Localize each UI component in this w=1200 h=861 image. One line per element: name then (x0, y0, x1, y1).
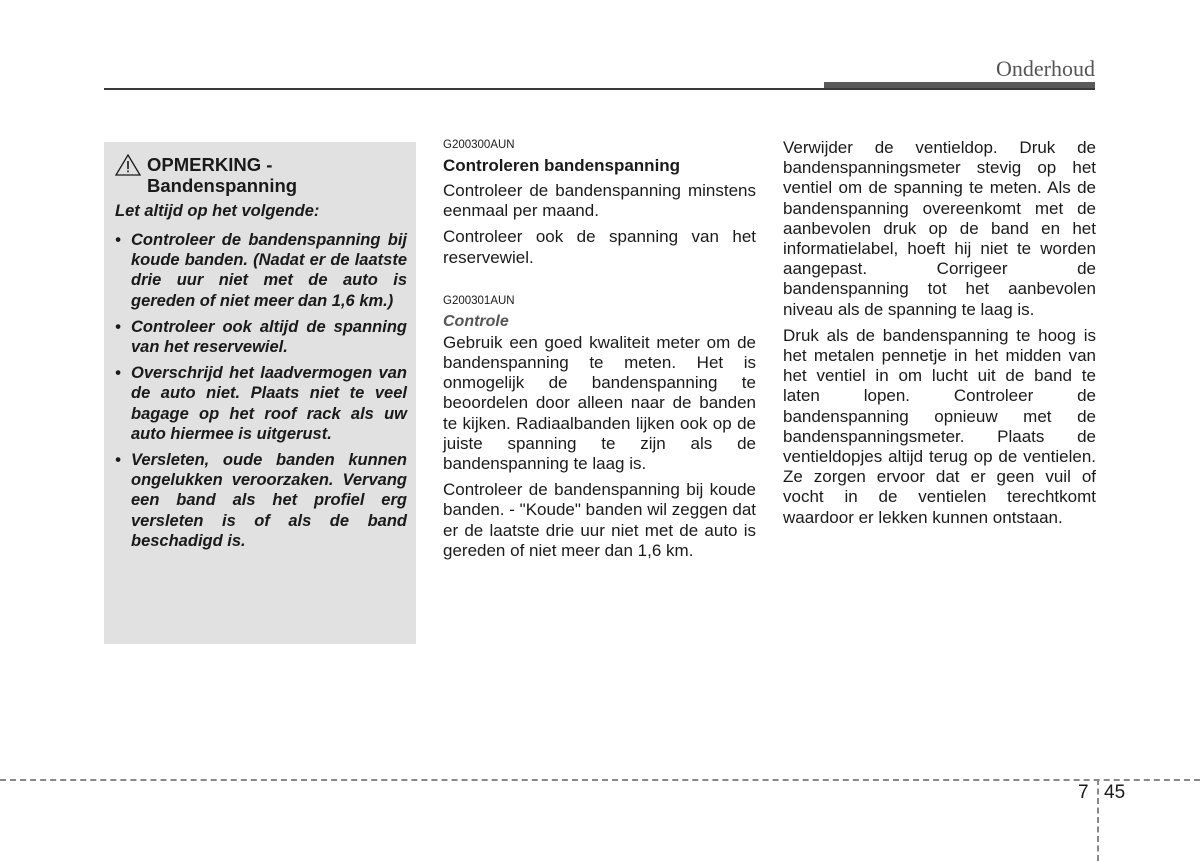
footer-dashed-divider (1097, 779, 1099, 861)
paragraph: Controleer ook de spanning van het reservewiel. (443, 227, 756, 267)
warning-triangle-icon (115, 154, 141, 176)
notice-title-line1: OPMERKING - (147, 154, 273, 175)
page-header-title: Onderhoud (996, 56, 1095, 81)
notice-list-item: • Versleten, oude banden kunnen ongelukken veroorzaken. Vervang een band als het profiel erg versleten is of als de band beschadigd is. (115, 451, 407, 550)
paragraph: Druk als de bandenspanning te hoog is het metalen pennetje in het midden van het ventiel in om lucht uit de band te laten lopen. Controleer de bandenspanning opnieuw met de bandenspanningsmeter. Plaats de ventieldopjes altijd terug op de ventielen. Ze zorgen ervoor dat er geen vuil of vocht in de ventielen terechtkomt waardoor er lekken kunnen ontstaan. (783, 325, 1096, 527)
footer-dashed-rule (0, 779, 1200, 781)
section-code: G200301AUN (443, 294, 515, 307)
page-number: 45 (1104, 782, 1126, 803)
notice-list-item: • Controleer ook altijd de spanning van het reservewiel. (115, 317, 407, 357)
warning-notice-box (104, 142, 416, 644)
section-heading: Controleren bandenspanning (443, 156, 681, 175)
paragraph: Controleer de bandenspanning bij koude banden. - "Koude" banden wil zeggen dat er de laatste drie uur niet met de auto is gereden of niet meer dan 1,6 km. (443, 480, 756, 560)
middle-column (443, 138, 756, 567)
notice-list (115, 230, 407, 551)
header-rule (104, 88, 1095, 90)
notice-intro: Let altijd op het volgende: (115, 202, 320, 220)
notice-title-line2: Bandenspanning (147, 175, 298, 196)
chapter-number: 7 (1078, 782, 1089, 803)
notice-list-item: • Overschrijd het laadvermogen van de auto niet. Plaats niet te veel bagage op het roof rack als uw auto hiermee is uitgerust. (115, 364, 407, 443)
notice-list-item: • Controleer de bandenspanning bij koude banden. (Nadat er de laatste drie uur niet met de auto is gereden of niet meer dan 1,6 km.) (115, 231, 407, 310)
right-column (783, 138, 1096, 534)
notice-title (147, 154, 297, 196)
notice-header (115, 154, 407, 196)
paragraph: Controleer de bandenspanning minstens eenmaal per maand. (443, 181, 756, 221)
paragraph: Gebruik een goed kwaliteit meter om de bandenspanning te meten. Het is onmogelijk de bandenspanning te beoordelen door alleen naar de banden te kijken. Radiaalbanden lijken ook op de juiste spanning te zijn als de bandenspanning te laag is. (443, 332, 756, 474)
section-code: G200300AUN (443, 139, 515, 151)
section-subheading: Controle (443, 312, 509, 330)
paragraph: Verwijder de ventieldop. Druk de bandenspanningsmeter stevig op het ventiel om de spanning te meten. Als de bandenspanning overeenkomt met de aanbevolen druk op de band en het informatielabel, hoeft hij niet te worden aangepast. Corrigeer de bandenspanning tot het aanbevolen niveau als de spanning te laag is. (783, 138, 1096, 319)
